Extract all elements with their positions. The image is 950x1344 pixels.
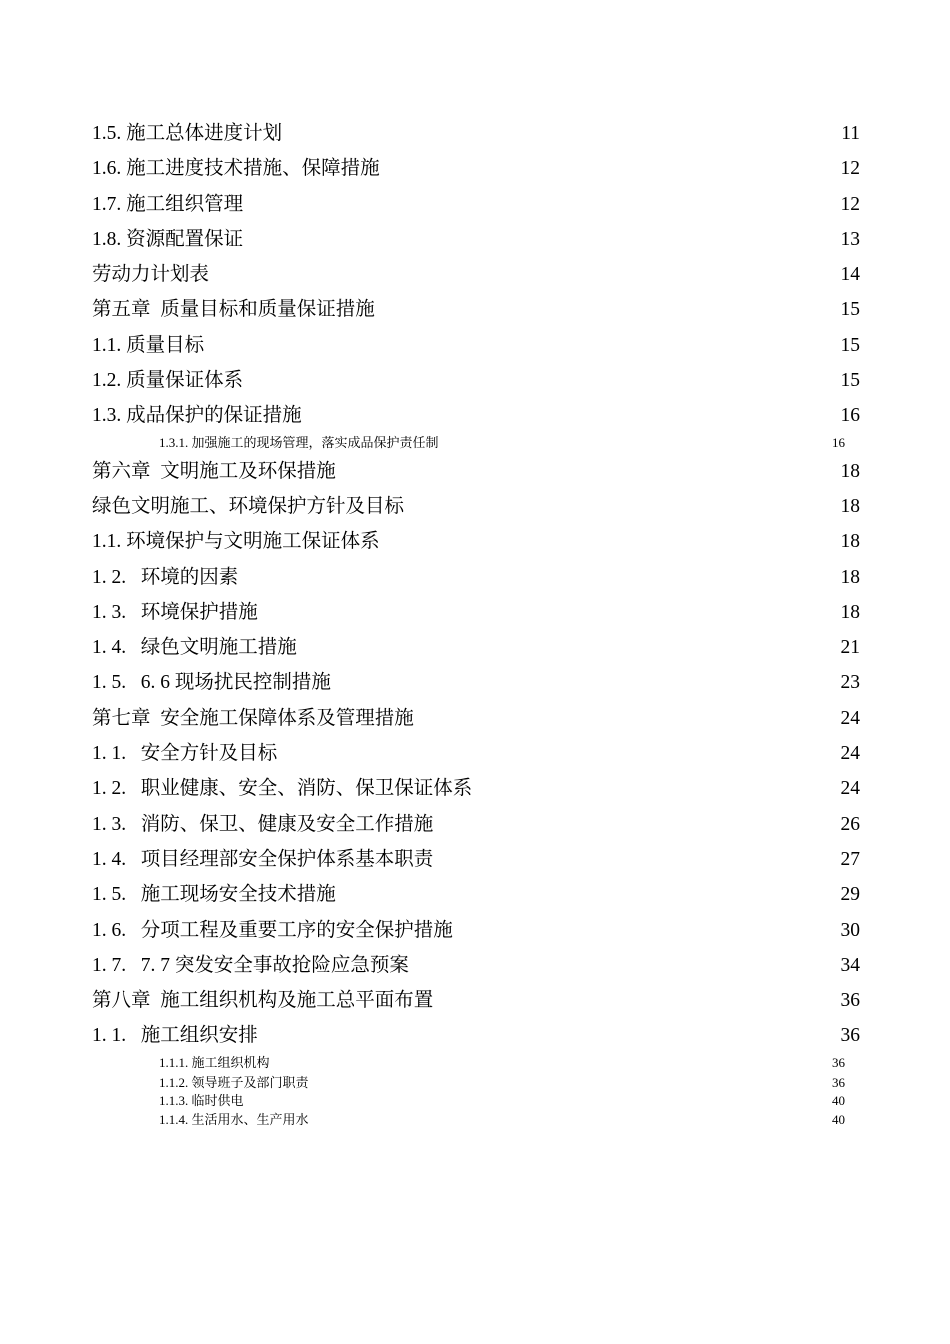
toc-entry-title: 1. 1. 安全方针及目标 xyxy=(92,743,278,765)
toc-page-number: 23 xyxy=(840,672,860,694)
toc-page-number: 18 xyxy=(840,601,860,623)
toc-subentry[interactable] xyxy=(92,1111,845,1130)
toc-page-number: 30 xyxy=(840,919,860,941)
toc-entry[interactable] xyxy=(92,630,860,665)
toc-entry-title: 1.1.3. 临时供电 xyxy=(159,1093,244,1109)
toc-entry[interactable] xyxy=(92,328,860,363)
toc-entry-title: 1. 5. 6. 6 现场扰民控制措施 xyxy=(92,672,331,694)
toc-page-number: 29 xyxy=(840,884,860,906)
toc-entry-title: 1. 4. 绿色文明施工措施 xyxy=(92,637,297,659)
toc-entry-title: 第八章 施工组织机构及施工总平面布置 xyxy=(92,990,434,1012)
toc-entry[interactable] xyxy=(92,736,860,771)
toc-entry-title: 绿色文明施工、环境保护方针及目标 xyxy=(92,495,405,517)
table-of-contents xyxy=(92,116,860,1130)
toc-entry-title: 1.3. 成品保护的保证措施 xyxy=(92,405,302,427)
toc-page-number: 18 xyxy=(840,531,860,553)
toc-entry-title: 第六章 文明施工及环保措施 xyxy=(92,460,336,482)
toc-entry-title: 1.6. 施工进度技术措施、保障措施 xyxy=(92,158,380,180)
toc-page-number: 18 xyxy=(840,460,860,482)
toc-entry-title: 1. 5. 施工现场安全技术措施 xyxy=(92,884,336,906)
toc-entry-title: 1. 3. 消防、保卫、健康及安全工作措施 xyxy=(92,813,434,835)
toc-entry-title: 1.5. 施工总体进度计划 xyxy=(92,123,283,144)
toc-entry-title: 1. 3. 环境保护措施 xyxy=(92,601,258,623)
toc-entry[interactable] xyxy=(92,398,860,433)
toc-entry[interactable] xyxy=(92,257,860,292)
toc-entry-title: 1. 1. 施工组织安排 xyxy=(92,1025,258,1047)
toc-entry-title: 1.1. 质量目标 xyxy=(92,334,205,356)
toc-entry-title: 1. 2. 职业健康、安全、消防、保卫保证体系 xyxy=(92,778,473,800)
toc-page-number: 34 xyxy=(840,954,860,976)
toc-entry-title: 1.7. 施工组织管理 xyxy=(92,193,244,215)
toc-entry[interactable] xyxy=(92,560,860,595)
toc-entry[interactable] xyxy=(92,771,860,806)
toc-entry[interactable] xyxy=(92,877,860,912)
toc-entry[interactable] xyxy=(92,665,860,700)
toc-page-number: 13 xyxy=(840,228,860,250)
toc-page-number: 36 xyxy=(840,990,860,1012)
toc-entry[interactable] xyxy=(92,948,860,983)
toc-page-number: 15 xyxy=(840,299,860,321)
toc-entry-title: 第五章 质量目标和质量保证措施 xyxy=(92,299,375,321)
toc-entry-title: 劳动力计划表 xyxy=(92,264,210,286)
toc-entry[interactable] xyxy=(92,701,860,736)
toc-entry-title: 1.2. 质量保证体系 xyxy=(92,370,244,392)
toc-page-number: 36 xyxy=(832,1074,845,1090)
toc-page-number: 14 xyxy=(840,264,860,286)
toc-page-number: 15 xyxy=(840,370,860,392)
toc-entry[interactable] xyxy=(92,842,860,877)
toc-entry-title: 1.1. 环境保护与文明施工保证体系 xyxy=(92,531,380,553)
toc-page-number: 27 xyxy=(840,848,860,870)
toc-entry[interactable] xyxy=(92,363,860,398)
toc-page-number: 18 xyxy=(840,495,860,517)
toc-page-number: 16 xyxy=(840,405,860,427)
toc-entry[interactable] xyxy=(92,222,860,257)
toc-entry[interactable] xyxy=(92,292,860,327)
toc-page-number: 40 xyxy=(832,1111,845,1127)
toc-page-number: 15 xyxy=(840,334,860,356)
toc-entry[interactable] xyxy=(92,187,860,222)
toc-entry[interactable] xyxy=(92,983,860,1018)
toc-entry-title: 第七章 安全施工保障体系及管理措施 xyxy=(92,707,414,729)
toc-page-number: 12 xyxy=(840,193,860,215)
toc-entry[interactable] xyxy=(92,807,860,842)
toc-subentry[interactable] xyxy=(92,1092,845,1111)
toc-entry-title: 1. 7. 7. 7 突发安全事故抢险应急预案 xyxy=(92,954,409,976)
toc-entry-title: 1. 4. 项目经理部安全保护体系基本职责 xyxy=(92,848,434,870)
toc-page-number: 24 xyxy=(840,778,860,800)
toc-subentry[interactable] xyxy=(92,434,845,454)
toc-subentry[interactable] xyxy=(92,1054,845,1074)
toc-subentry[interactable] xyxy=(92,1074,845,1093)
toc-page-number: 21 xyxy=(840,637,860,659)
toc-entry-title: 1. 2. 环境的因素 xyxy=(92,566,239,588)
toc-entry[interactable] xyxy=(92,524,860,559)
toc-entry[interactable] xyxy=(92,151,860,186)
toc-page-number: 26 xyxy=(840,813,860,835)
toc-page-number: 24 xyxy=(840,707,860,729)
toc-entry-title: 1.1.1. 施工组织机构 xyxy=(159,1054,270,1070)
toc-page-number: 36 xyxy=(840,1025,860,1047)
toc-page-number: 24 xyxy=(840,743,860,765)
toc-entry-title: 1.3.1. 加强施工的现场管理，落实成品保护责任制 xyxy=(159,434,439,450)
toc-entry[interactable] xyxy=(92,1018,860,1053)
toc-page-number: 12 xyxy=(840,158,860,180)
toc-entry-title: 1. 6. 分项工程及重要工序的安全保护措施 xyxy=(92,919,453,941)
toc-entry-title: 1.1.4. 生活用水、生产用水 xyxy=(159,1111,309,1127)
toc-entry-title: 1.8. 资源配置保证 xyxy=(92,228,244,250)
toc-page-number: 18 xyxy=(840,566,860,588)
toc-page-number: 40 xyxy=(832,1093,845,1109)
toc-page-number: 16 xyxy=(832,434,845,450)
toc-entry[interactable] xyxy=(92,595,860,630)
toc-entry-title: 1.1.2. 领导班子及部门职责 xyxy=(159,1074,309,1090)
toc-page-number: 36 xyxy=(832,1054,845,1070)
toc-entry[interactable] xyxy=(92,454,860,489)
toc-page-number: 11 xyxy=(841,123,860,144)
toc-entry[interactable] xyxy=(92,913,860,948)
toc-entry[interactable] xyxy=(92,116,860,151)
toc-entry[interactable] xyxy=(92,489,860,524)
